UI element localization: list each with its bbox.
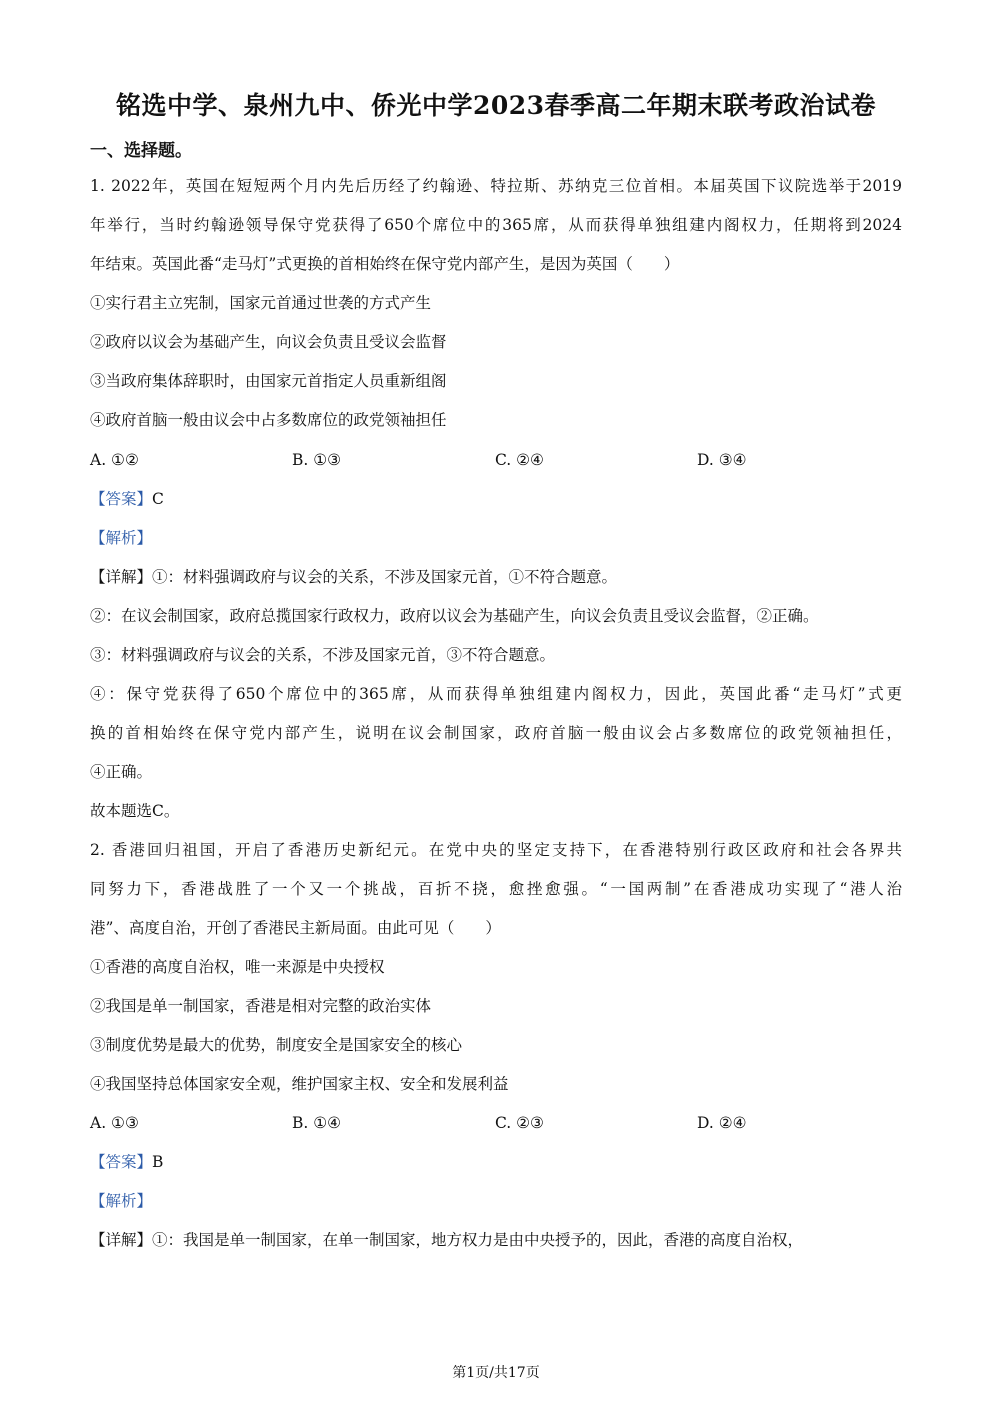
q2-option-c: C. ②③ [495,1114,544,1132]
q1-detail-line: 换的首相始终在保守党内部产生，说明在议会制国家，政府首脑一般由议会占多数席位的政党领袖担任， [90,724,902,742]
q1-conclusion: 故本题选C。 [90,802,180,820]
q1-detail-line: ④：保守党获得了650个席位中的365席，从而获得单独组建内阁权力，因此，英国此番“走马灯”式更 [90,685,902,703]
exam-title: 铭选中学、泉州九中、侨光中学2023春季高二年期末联考政治试卷 [115,91,877,120]
answer-tag: 【答案】 [90,1153,153,1171]
q1-statement: ①实行君主立宪制，国家元首通过世袭的方式产生 [90,294,432,312]
q2-stem-line: 同努力下，香港战胜了一个又一个挑战，百折不挠，愈挫愈强。“一国两制”在香港成功实现了“港人治 [90,880,902,898]
answer-value: C [152,490,164,508]
q1-stem-line: 年举行，当时约翰逊领导保守党获得了650个席位中的365席，从而获得单独组建内阁权力，任期将到2024 [90,216,902,234]
q1-answer [90,489,902,509]
analysis-tag: 【解析】 [90,529,153,547]
answer-value: B [152,1153,164,1171]
q1-option-a: A. ①② [90,451,139,469]
q2-statement: ④我国坚持总体国家安全观，维护国家主权、安全和发展利益 [90,1075,509,1093]
q1-option-c: C. ②④ [495,451,544,469]
q1-detail-line: ③：材料强调政府与议会的关系，不涉及国家元首，③不符合题意。 [90,646,556,664]
q2-option-b: B. ①④ [292,1114,342,1132]
q2-statement: ②我国是单一制国家，香港是相对完整的政治实体 [90,997,432,1015]
analysis-tag: 【解析】 [90,1192,153,1210]
q1-option-d: D. ③④ [697,451,747,469]
q1-statement: ②政府以议会为基础产生，向议会负责且受议会监督 [90,333,447,351]
answer-tag: 【答案】 [90,490,153,508]
q1-statement: ③当政府集体辞职时，由国家元首指定人员重新组阁 [90,372,447,390]
detail-text: ①：我国是单一制国家，在单一制国家，地方权力是由中央授予的，因此，香港的高度自治权， [152,1231,804,1249]
q1-analysis [90,528,902,548]
q2-detail [90,1230,902,1250]
q2-option-d: D. ②④ [697,1114,747,1132]
detail-tag: 【详解】 [90,568,153,586]
q2-analysis [90,1191,902,1211]
q1-stem-line: 1. 2022年，英国在短短两个月内先后历经了约翰逊、特拉斯、苏纳克三位首相。本届英国下议院选举于2019 [90,177,902,195]
q2-statement: ③制度优势是最大的优势，制度安全是国家安全的核心 [90,1036,463,1054]
q1-detail-line: ④正确。 [90,763,153,781]
detail-tag: 【详解】 [90,1231,153,1249]
page-footer: 第1页/共17页 [452,1365,540,1381]
q1-detail-line: ②：在议会制国家，政府总揽国家行政权力，政府以议会为基础产生，向议会负责且受议会监督，②正确。 [90,607,819,625]
q2-statement: ①香港的高度自治权，唯一来源是中央授权 [90,958,385,976]
q2-option-a: A. ①③ [90,1114,139,1132]
q1-detail [90,567,902,587]
q1-statement: ④政府首脑一般由议会中占多数席位的政党领袖担任 [90,411,447,429]
q1-stem-line: 年结束。英国此番“走马灯”式更换的首相始终在保守党内部产生，是因为英国（ ） [90,255,680,273]
q1-option-b: B. ①③ [292,451,342,469]
detail-text: ①：材料强调政府与议会的关系，不涉及国家元首，①不符合题意。 [152,568,618,586]
section-heading: 一、选择题。 [90,141,192,161]
q2-stem-line: 港”、高度自治，开创了香港民主新局面。由此可见（ ） [90,919,501,937]
q2-answer [90,1152,902,1172]
q2-stem-line: 2. 香港回归祖国，开启了香港历史新纪元。在党中央的坚定支持下，在香港特别行政区政府和社会各界共 [90,841,902,859]
